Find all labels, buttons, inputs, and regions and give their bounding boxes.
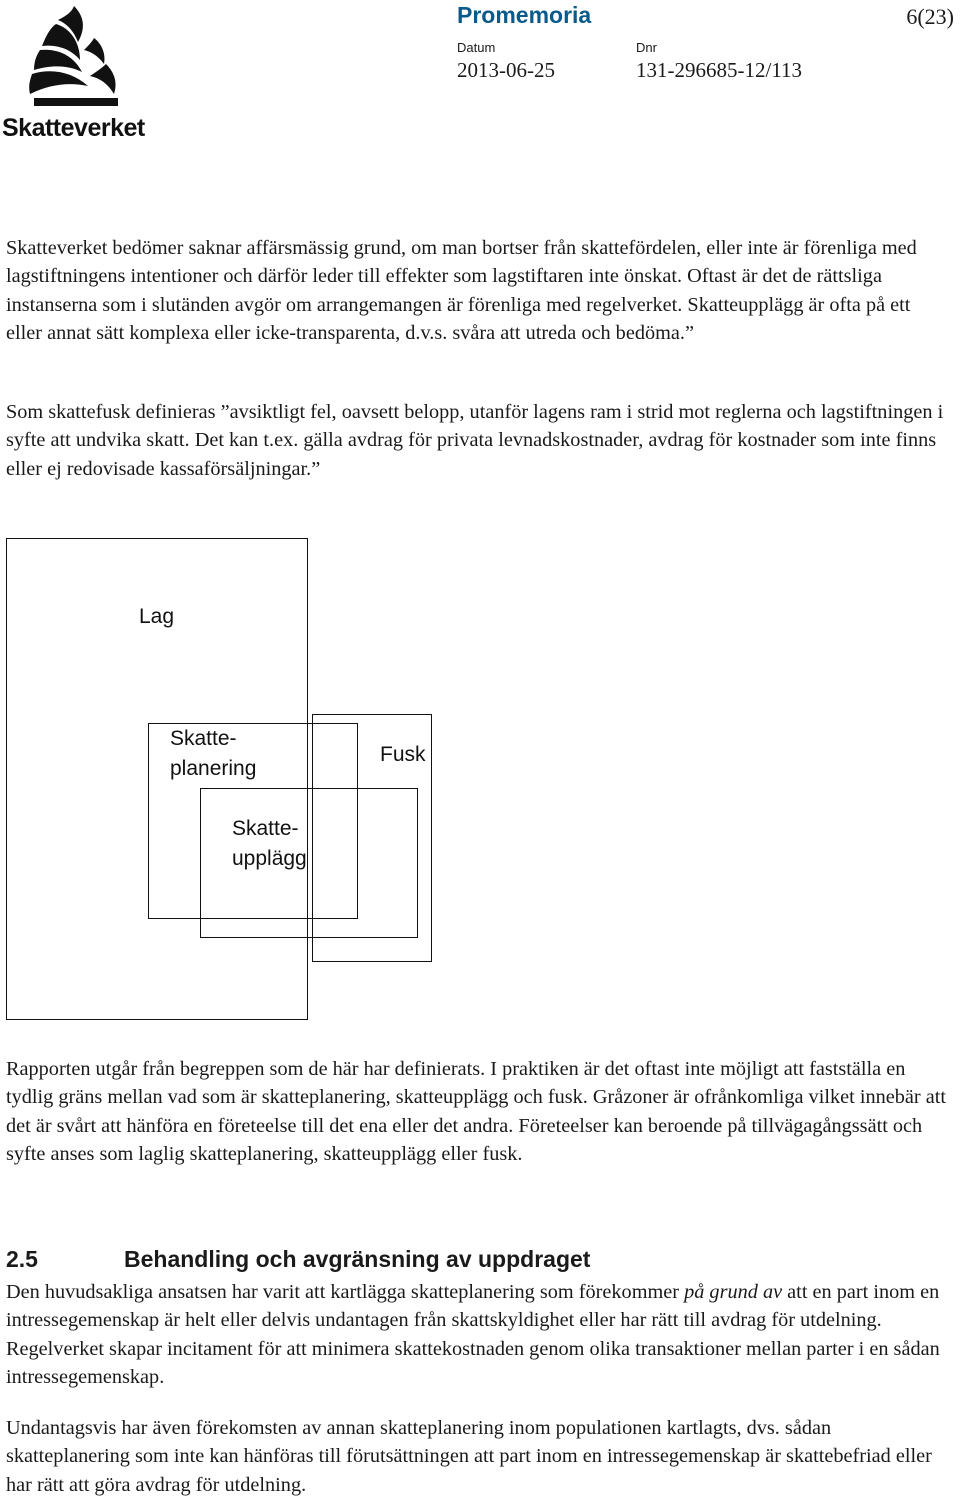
skatteupplagg-label: Skatte- upplägg [232,817,307,870]
paragraph-other-planning: Undantagsvis har även förekomsten av annan skatteplanering inom populationen kartlagts, dvs. sådan skatteplanering som inte kan hänföras till förutsättningen att part inom en intressegemenskap är skattebefriad eller har rätt att göra avdrag för utdelning. [6,1417,932,1496]
p4-emphasis: på grund av [684,1281,783,1303]
p4-text-before: Den huvudsakliga ansatsen har varit att kartlägga skatteplanering som förekommer [6,1281,685,1303]
crown-logo-icon [14,2,134,112]
dnr-label: Dnr [636,40,657,55]
dnr-value: 131-296685-12/113 [636,58,803,82]
skatteverket-logo [0,0,160,150]
section-number: 2.5 [6,1246,38,1272]
skatteplanering-label: Skatte- planering [170,727,257,780]
page-indicator: 6(23) [906,4,954,29]
date-value: 2013-06-25 [457,58,555,82]
paragraph-main-approach [6,1278,946,1391]
section-title: Behandling och avgränsning av uppdraget [124,1246,591,1272]
concept-diagram [0,530,960,1030]
paragraph-tax-arrangements: Skatteverket bedömer saknar affärsmässig grund, om man bortser från skattefördelen, eller inte är förenliga med lagstiftningens intentioner och därför leder till effekter som lagstiftaren inte önskat. Oftast är det de rättsliga instanserna som i slutänden avgör om arrangemangen är förenliga med regelverket. Skatteupplägg är ofta på ett eller annat sätt komplexa eller icke-transparenta, d.v.s. svåra att utreda och bedöma.” [6,237,917,344]
document-type: Promemoria [457,2,592,28]
date-label: Datum [457,40,496,55]
paragraph-tax-fraud-definition: Som skattefusk definieras ”avsiktligt fel, oavsett belopp, utanför lagens ram i strid mot reglerna och lagstiftningen i syfte att undvika skatt. Det kan t.ex. gälla avdrag för privata levnadskostnader, avdrag för kostnader som inte finns eller ej redovisade kassaförsäljningar.” [6,401,944,480]
p4-text-after: att en part inom en intressegemenskap är helt eller delvis undantagen från skattskyldighet eller har rätt till avdrag för utdelning. Regelverket skapar incitament för att minimera skattekostnaden genom olika transaktioner mellan parter i en sådan intressegemenskap. [6,1281,940,1388]
section-heading [6,1246,590,1273]
paragraph-report-basis: Rapporten utgår från begreppen som de här har definierats. I praktiken är det oftast inte möjligt att fastställa en tydlig gräns mellan vad som är skatteplanering, skatteupplägg och fusk. Gråzoner är ofrånkomliga vilket innebär att det är svårt att hänföra en företeelse till det ena eller det andra. Företeelser kan beroende på tillvägagångssätt och syfte anses som laglig skatteplanering, skatteupplägg eller fusk. [6,1058,946,1165]
lag-label: Lag [139,605,175,628]
logo-wordmark: Skatteverket [2,114,145,142]
fusk-label: Fusk [380,743,426,766]
